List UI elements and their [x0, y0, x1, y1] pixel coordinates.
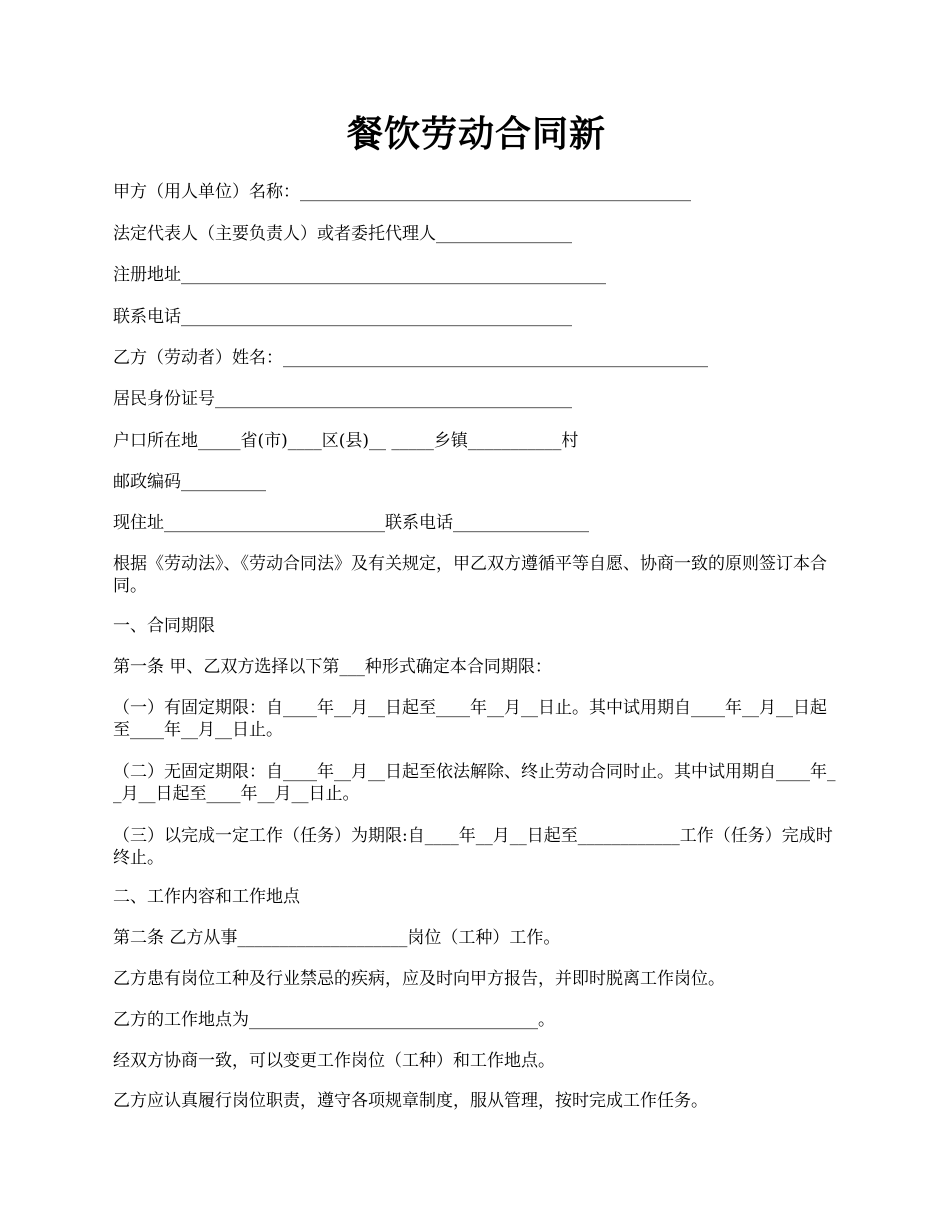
article-1: 第一条 甲、乙双方选择以下第___种形式确定本合同期限： [113, 657, 552, 677]
section-heading-work: 二、工作内容和工作地点 [113, 887, 300, 907]
postal-code-line: 邮政编码__________ [113, 472, 266, 492]
legal-representative-line: 法定代表人（主要负责人）或者委托代理人________________ [113, 224, 572, 244]
current-address-line: 现住址__________________________联系电话________________ [113, 513, 589, 533]
document-title: 餐饮劳动合同新 [346, 113, 606, 155]
preamble-paragraph: 根据《劳动法》、《劳动合同法》及有关规定，甲乙双方遵循平等自愿、协商一致的原则签订本合同。 [113, 554, 827, 596]
section-heading-term: 一、合同期限 [113, 616, 215, 636]
article-2: 第二条 乙方从事____________________岗位（工种）工作。 [113, 928, 561, 948]
term-option-task-based: （三）以完成一定工作（任务）为期限:自____年__月__日起至____________工作（任务）完成时终止。 [113, 826, 833, 868]
party-a-name-line: 甲方（用人单位）名称：______________________________________________ [113, 182, 691, 202]
party-a-phone-line: 联系电话______________________________________________ [113, 307, 572, 327]
work-location-line: 乙方的工作地点为__________________________________。 [113, 1010, 555, 1030]
change-position-paragraph: 经双方协商一致，可以变更工作岗位（工种）和工作地点。 [113, 1051, 555, 1071]
party-b-name-line: 乙方（劳动者）姓名：__________________________________________________ [113, 348, 708, 368]
duties-paragraph: 乙方应认真履行岗位职责，遵守各项规章制度，服从管理，按时完成工作任务。 [113, 1091, 708, 1111]
id-number-line: 居民身份证号__________________________________________ [113, 389, 572, 409]
term-option-open-ended: （二）无固定期限：自____年__月__日起至依法解除、终止劳动合同时止。其中试用期自____年__月__日起至____年__月__日止。 [113, 762, 836, 804]
health-disclosure-paragraph: 乙方患有岗位工种及行业禁忌的疾病，应及时向甲方报告，并即时脱离工作岗位。 [113, 969, 725, 989]
term-option-fixed: （一）有固定期限：自____年__月__日起至____年__月__日止。其中试用期自____年__月__日起至____年__月__日止。 [113, 698, 827, 740]
registered-address-line: 注册地址__________________________________________________ [113, 265, 606, 285]
household-registration-line: 户口所在地_____省(市)____区(县)__ _____乡镇___________村 [113, 431, 579, 451]
